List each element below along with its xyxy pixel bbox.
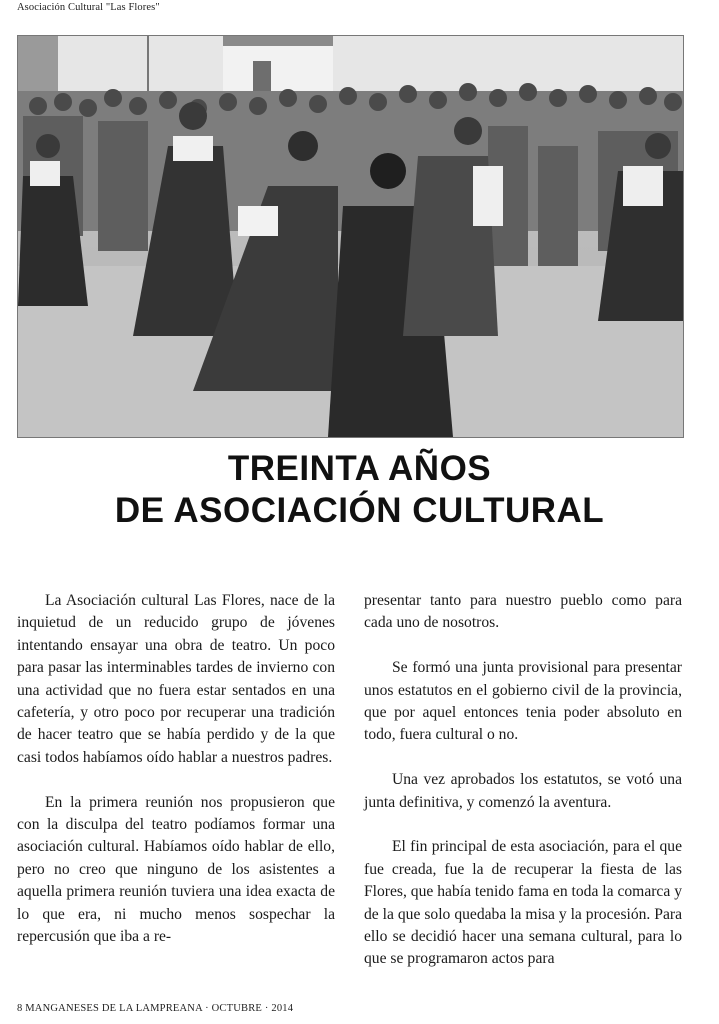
article-title-line-1: TREINTA AÑOS [227, 449, 492, 488]
running-header: Asociación Cultural "Las Flores" [17, 2, 160, 13]
paragraph: En la primera reunión nos propusieron que con la disculpa del teatro podíamos formar una asociación cultural. Habíamos oído hablar de ello, pero no creo que ninguno de los asistentes a aquella primera reunión tuviera una idea exacta de lo que era, ni mucho menos sospechar la repercusión que iba a re- [17, 793, 335, 946]
paragraph: Una vez aprobados los estatutos, se votó una junta definitiva, y comenzó la aventura. [364, 771, 682, 811]
article-column-left [17, 590, 335, 971]
paragraph: El fin principal de esta asociación, para el que fue creada, fue la de recuperar la fiesta de las Flores, que había tenido fama en toda la comarca y de la que solo quedaba la misa y la procesión. Para ello se decidió hacer una semana cultural, para lo que se programaron actos para [364, 838, 682, 968]
article-photo [17, 35, 684, 438]
paragraph: La Asociación cultural Las Flores, nace de la inquietud de un reducido grupo de jóvenes intentando ensayar una obra de teatro. Un poco para pasar las interminables tardes de invierno con una actividad que no fuera estar sentados en una cafetería, y otro poco por recuperar una tradición de hacer teatro que se había perdido y de la que casi todos habíamos oído hablar a nuestros padres. [17, 592, 335, 766]
article-column-right [364, 590, 682, 993]
article-title-line-2: DE ASOCIACIÓN CULTURAL [114, 491, 605, 530]
paragraph: Se formó una junta provisional para presentar unos estatutos en el gobierno civil de la provincia, que por aquel entonces tenia poder absoluto en todo, fuera cultural o no. [364, 659, 682, 744]
paragraph-continued: presentar tanto para nuestro pueblo como para cada uno de nosotros. [364, 592, 682, 632]
page-footer: 8 MANGANESES DE LA LAMPREANA · OCTUBRE · 2014 [17, 1003, 294, 1014]
